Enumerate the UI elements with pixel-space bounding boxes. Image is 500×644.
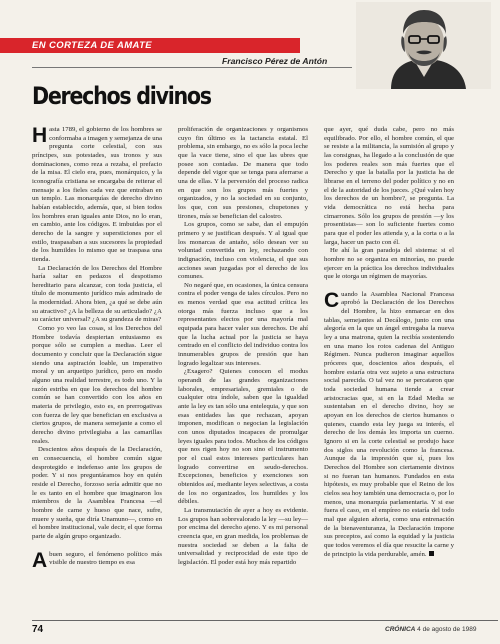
section-title: EN CORTEZA DE AMATE bbox=[32, 40, 153, 51]
magazine-name: CRÓNICA bbox=[385, 626, 416, 633]
end-of-article-mark bbox=[429, 551, 434, 556]
issue-date: 4 de agosto de 1989 bbox=[417, 626, 477, 633]
paragraph: La transmutación de ayer a hoy es evidente. Los grupos han sobrevalorado la ley —su ley— por encima del derecho ajeno. Y es mi personal creencia que, en gran medida, los problemas de nuestra sociedad se deben a la falta de universalidad y reciprocidad de este tipo de legislación. El poder está hoy más repartido bbox=[178, 506, 308, 566]
paragraph: ¿Exagero? Quienes conocen el modus operandi de las grandes organizaciones laborales, empresariales, gremiales o de cualquier otra índole, saben que la igualdad ante la ley es tan sólo una entelequia, y que son esas entidades las que rechazan, apoyan imponen, modifican o negocian la legislación con unos diputados incapaces de promulgar leyes iguales para todos. Muchos de los códigos que nos rigen hoy no son sino el instrumento por el cual estos intereses particulares han logrado convertirse en seudo-derechos. Excepciones, beneficios y exenciones son obtenidos así, mediante leyes selectivas, a costa de los no organizados, los humildes y los débiles. bbox=[178, 368, 308, 506]
drop-cap: C bbox=[324, 288, 340, 312]
paragraph: que ayer, qué duda cabe, pero no más equilibrado. Por ello, el hombre común, el que se resiste a la militancia, la sumisión al grupo y las consignas, ha llegado a la conclusión de que los poderes reales son más fuertes que el Derecho y que la batalla por la justicia ha de librarse en el terreno del poder político y no en el de la autoridad de los jueces. ¿Qué valen hoy los derechos de un hombre?, se pregunta. La vida democrática no está hecha para cimarrones. Sólo los grupos de presión —y los prosentistas— son lo suficiente fuertes como para que el poder les atienda y, a la corta o a la larga, hacer un pacto con él. bbox=[324, 126, 454, 246]
paragraph: Descientos años después de la Declaración, en consecuencia, el hombre común sigue desprotegido e indefenso ante los grupos de poder. Y si nos preguntáramos hoy en quién reside el Derecho, forzoso sería admitir que no le es tanto en el hombre que imaginaron los miembros de la Asamblea Francesa —el hombre de carne y hueso que nace, sufre, muere y sueña, que diría Unamuno—, como en el hombre institucional, vale decir, el que forma parte de algún grupo organizado. bbox=[32, 446, 162, 540]
page-number: 74 bbox=[32, 624, 44, 635]
header-rule bbox=[32, 67, 352, 68]
paragraph bbox=[32, 126, 162, 265]
paragraph bbox=[324, 288, 454, 559]
paragraph-text: asta 1789, el gobierno de los hombres se conformaba a imagen y semejanza de una pregunta corte celestial, con sus príncipes, sus potestades, sus tronos y sus dominaciones, como reza a rezaba, el prefacio de la misa. El cielo era, pues, monárquico, y la iconografía cristiana se encargaba de reiterar el mensaje a los fieles cada vez que entraban en un templo. Las monarquías de derecho divino habían establecido, además, que, si bien todos los hombres eran iguales ante Dios, no lo eran, en cambio, ante los códigos. E imbuidas por el derecho de la sangre y supersticiones por el estilo, traspasaban a sus sucesores la propiedad de los humildes lo mismo que se traspasa una tienda. bbox=[32, 126, 162, 263]
footer-rule bbox=[32, 620, 498, 621]
text-column-2 bbox=[178, 126, 308, 567]
paragraph bbox=[32, 548, 162, 572]
text-column-3 bbox=[324, 126, 454, 559]
paragraph: Como yo veo las cosas, si los Derechos del Hombre todavía despiertan entusiasmo es porque sólo se cumplen a medias. Leer el documento y concluir que la Declaración sigue siendo una aspiración loable, un imperativo moral y un arquetipo jurídico, pero en modo alguno una realidad terrestre, es todo uno. Y la razón estriba en que los derechos del hombre común se han convertido con los años en materia de privilegio, esto es, en prerrogativas con fuerza de ley que benefician en exclusiva a ciertos grupos, de manera semejante a como el derecho divino privilegiaba a las camarillas reales. bbox=[32, 325, 162, 445]
author-name: Francisco Pérez de Antón bbox=[222, 56, 328, 66]
author-portrait bbox=[356, 2, 491, 89]
paragraph: No negaré que, en ocasiones, la única censura contra el poder venga de tales círculos. Pero no es menos verdad que esa actitud crítica les otorga más fuerza incluso que a los representantes electos por una mayoría mal equipada para hacer valer sus derechos. De ahí que la lucha actual por la justicia se haya centrado en el conflicto del individuo contra los innumerables grupos de presión que han logrado legalizar sus intereses. bbox=[178, 281, 308, 367]
drop-cap: A bbox=[32, 548, 48, 572]
paragraph: La Declaración de los Derechos del Hombre haría saltar en pedazos el despotismo hereditario para alcanzar, con toda justicia, el título de monumento jurídico más admirado de la modernidad. Ahora bien, ¿a qué se debe aún su atractivo? ¿A la belleza de su articulado? ¿A su carácter universal? ¿A su grandeza de miras? bbox=[32, 264, 162, 324]
article-headline: Derechos divinos bbox=[32, 82, 211, 110]
text-column-1 bbox=[32, 124, 162, 572]
paragraph-text: buen seguro, el fenómeno político más visible de nuestro tiempo es esa bbox=[49, 550, 162, 567]
footer-credit bbox=[385, 626, 476, 633]
paragraph: Los grupos, como se sabe, dan el empujón primero y se justifican después. Y al igual que los monarcas de antaño, sólo desean ver su voluntad convertida en ley, rechazando con indignación, incluso con violencia, el que sus acciones sean juzgadas por el derecho de los comunes. bbox=[178, 221, 308, 281]
paragraph: proliferación de organizaciones y organismos cuyo fin último es la tactancia estatal. El problema, sin embargo, no es sólo la poca leche que la vace tiene, sino el que las ubres que posee son contadas. De manera que todo depende del vigor que se tenga para aferrarse a una de ellas. Y la perversión del proceso radica en que son los grupos más fuertes y organizados, y no la sociedad en su conjunto, los que, con sus presiones, chupetones y tirones, más se benefician del calostro. bbox=[178, 126, 308, 220]
paragraph: He ahí la gran paradoja del sistema: si el hombre no se organiza en minorías, no puede ejercer en la práctica los derechos individuales que le otorga un régimen de mayorías. bbox=[324, 247, 454, 281]
drop-cap: H bbox=[32, 124, 48, 147]
paragraph-text: uando la Asamblea Nacional Francesa aprobó la Declaración de los Derechos del Hombre, la hizo enmarcar en dos tablas, semejantes al Decálogo, junto con una alegoría en la que un ángel entregaba la nueva ley a una matrona, quien la recibía sosteniendo en una mano los rotos cadenas del Antiguo Régimen. Nunca pudieron imaginar aquellos próceres que, doscientos años después, el hombre estaría otra vez sujeto a una estructura social parecida. O tal vez no se percataron que toda sociedad humana tiende a crear aristocracias que, si en la Edad Media se sustentaban en el derecho divino, hoy se apoyan en los derechos de ciertos humanos o quienes, cuando esta ley juega su interés, el derecho de los demás les importa un cuerno. Ignoro si en la corte celestial se produjo hace dos siglos una revolución como la francesa. Aunque da la impresión que sí, pues los Derechos del Hombre son ciertamente divinos si no fueran tan humanos. Fundados en esta hipótesis, es muy probable que el Reino de los cielos sea hoy también una democracia o, por lo menos, una monarquía parlamentaria. Y si ese fuera el caso, en el empíreo no estaría del todo mal que alguien añoria, como una entrenación de la bienaventuranza, la Declaración impone sus preceptos, así como la equidad y la justicia que todos veremos el día que resucite la carne y de principio la vida perdurable, amén. bbox=[324, 290, 454, 558]
